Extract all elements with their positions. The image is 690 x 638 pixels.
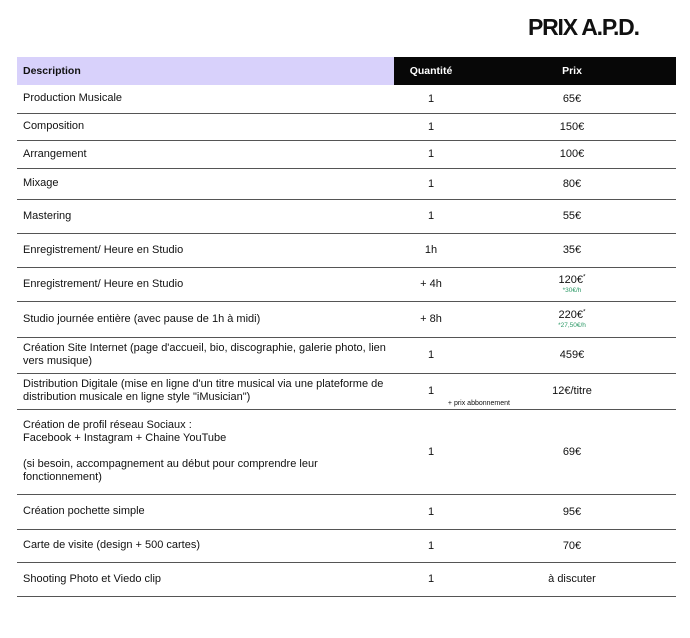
price-value: 70€ — [562, 539, 582, 552]
cell-description: Création Site Internet (page d'accueil, bio, discographie, galerie photo, lien vers musique) — [17, 337, 394, 373]
price-value: 55€ — [562, 210, 582, 222]
cell-quantity — [394, 140, 468, 168]
cell-price — [468, 140, 676, 168]
quantity-value: 1 — [427, 210, 435, 222]
quantity-value: 1 — [427, 148, 435, 160]
cell-price — [468, 562, 676, 596]
table-row — [17, 337, 676, 373]
table-row — [17, 529, 676, 562]
cell-price — [468, 301, 676, 337]
quantity-value: 1 — [427, 349, 435, 361]
price-marker: * — [582, 273, 586, 281]
cell-description: Enregistrement/ Heure en Studio — [17, 233, 394, 267]
cell-quantity — [394, 337, 468, 373]
table-row — [17, 562, 676, 596]
table-row — [17, 373, 676, 409]
cell-description — [17, 409, 394, 494]
cell-quantity — [394, 233, 468, 267]
quantity-value: 1 — [427, 539, 435, 552]
description-line: Création de profil réseau Sociaux : — [23, 419, 192, 431]
price-note: *27,50€/h — [558, 322, 586, 329]
price-marker: * — [582, 308, 586, 316]
cell-quantity — [394, 113, 468, 140]
price-note: *30€/h — [562, 287, 582, 294]
table-row — [17, 233, 676, 267]
quantity-value: 1 — [427, 505, 435, 518]
quantity-value: 1 — [427, 120, 435, 133]
cell-description: Mastering — [17, 199, 394, 233]
table-row — [17, 494, 676, 529]
table-row — [17, 140, 676, 168]
price-table — [17, 57, 676, 597]
quantity-value: + 4h — [420, 278, 442, 290]
price-value: 459€ — [559, 349, 585, 361]
cell-description: Distribution Digitale (mise en ligne d'un titre musical via une plateforme de distribution musicale en ligne style "iMusician") — [17, 373, 394, 409]
cell-description: Mixage — [17, 168, 394, 199]
quantity-value: 1 — [427, 573, 435, 585]
price-value: 12€/titre — [552, 385, 592, 397]
cell-quantity — [394, 199, 468, 233]
page-title: PRIX A.P.D. — [528, 14, 639, 40]
table-row — [17, 409, 676, 494]
table-header-row — [17, 57, 676, 85]
cell-price — [468, 494, 676, 529]
cell-price — [468, 267, 676, 301]
cell-price — [468, 199, 676, 233]
cell-quantity — [394, 267, 468, 301]
quantity-value: 1 — [427, 385, 435, 397]
price-value: 35€ — [562, 244, 582, 256]
cell-quantity — [394, 562, 468, 596]
description-line — [23, 445, 388, 458]
price-value: 100€ — [559, 148, 585, 160]
column-header-price: Prix — [468, 57, 676, 85]
table-row — [17, 267, 676, 301]
cell-description: Arrangement — [17, 140, 394, 168]
cell-description: Studio journée entière (avec pause de 1h à midi) — [17, 301, 394, 337]
cell-quantity — [394, 85, 468, 113]
price-value: 69€ — [562, 445, 582, 458]
cell-price — [468, 113, 676, 140]
cell-description: Production Musicale — [17, 85, 394, 113]
table-row — [17, 199, 676, 233]
quantity-value: 1 — [427, 92, 435, 105]
cell-quantity — [394, 301, 468, 337]
column-header-quantity: Quantité — [394, 57, 468, 85]
description-line: Facebook + Instagram + Chaine YouTube — [23, 432, 227, 444]
cell-description: Composition — [17, 113, 394, 140]
price-value: à discuter — [548, 573, 596, 585]
cell-price — [468, 85, 676, 113]
table-row — [17, 301, 676, 337]
quantity-value: + 8h — [420, 313, 442, 325]
cell-price — [468, 529, 676, 562]
price-value: 220€ — [558, 309, 583, 321]
cell-price — [468, 409, 676, 494]
table-row — [17, 113, 676, 140]
cell-description: Shooting Photo et Viedo clip — [17, 562, 394, 596]
price-value: 65€ — [562, 92, 582, 105]
cell-quantity — [394, 168, 468, 199]
cell-price — [468, 337, 676, 373]
cell-description: Création pochette simple — [17, 494, 394, 529]
cell-quantity — [394, 494, 468, 529]
table-row — [17, 85, 676, 113]
cell-quantity — [394, 529, 468, 562]
quantity-extra-note: + prix abbonnement — [447, 399, 510, 407]
cell-description: Carte de visite (design + 500 cartes) — [17, 529, 394, 562]
price-value: 150€ — [559, 120, 585, 133]
cell-price — [468, 168, 676, 199]
price-value: 80€ — [562, 177, 582, 190]
quantity-value: 1 — [427, 177, 435, 190]
cell-price — [468, 233, 676, 267]
table-row — [17, 168, 676, 199]
cell-description: Enregistrement/ Heure en Studio — [17, 267, 394, 301]
cell-quantity — [394, 373, 510, 409]
quantity-value: 1 — [427, 445, 435, 458]
description-line: (si besoin, accompagnement au début pour comprendre leur fonctionnement) — [23, 458, 318, 483]
column-header-description: Description — [17, 57, 394, 85]
quantity-value: 1h — [424, 244, 438, 256]
cell-quantity — [394, 409, 468, 494]
price-value: 120€ — [558, 274, 583, 286]
price-value: 95€ — [562, 505, 582, 518]
